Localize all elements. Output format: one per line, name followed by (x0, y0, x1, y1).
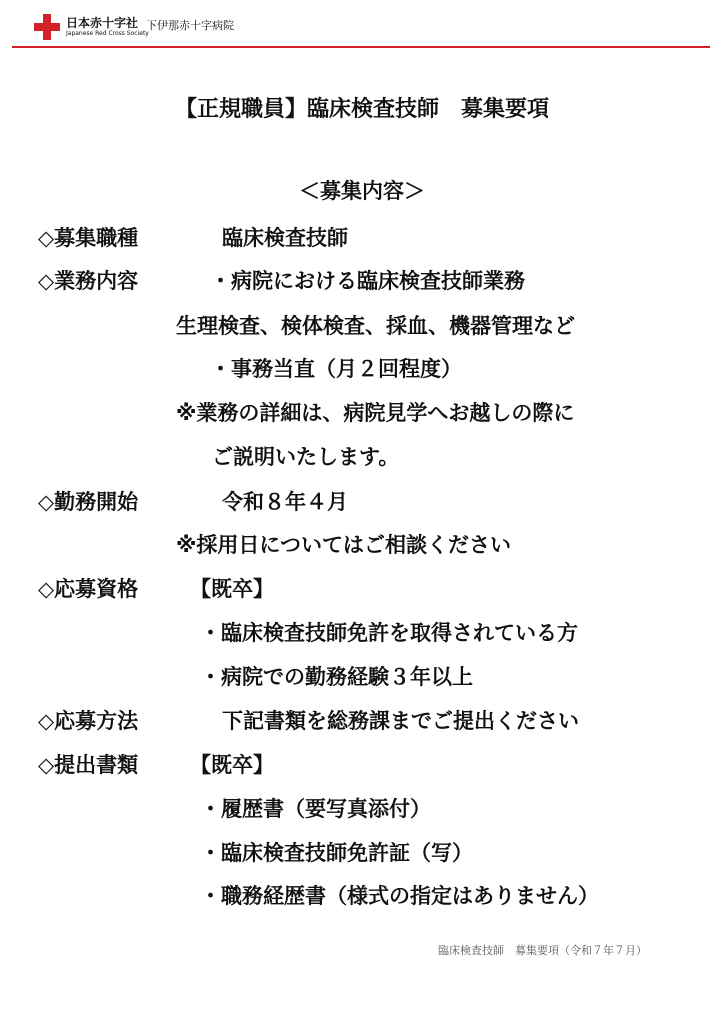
section-subtitle: ＜募集内容＞ (299, 179, 425, 203)
page-title: 【正規職員】臨床検査技師 募集要項 (174, 97, 549, 122)
duties-line-3: ・事務当直（月２回程度） (210, 357, 462, 381)
documents-item-3: ・職務経歴書（様式の指定はありません） (200, 884, 599, 908)
qualification-item-1: ・臨床検査技師免許を取得されている方 (200, 621, 578, 645)
start-value: 令和８年４月 (222, 490, 348, 514)
duties-label: ◇業務内容 (38, 269, 139, 293)
org-name-en: Japanese Red Cross Society (66, 30, 149, 37)
apply-method-value: 下記書類を総務課までご提出ください (222, 709, 579, 733)
duties-note-2: ご説明いたします。 (212, 445, 400, 469)
documents-item-2: ・臨床検査技師免許証（写） (200, 841, 473, 865)
qualification-category: 【既卒】 (190, 577, 274, 601)
header-rule (12, 46, 710, 48)
start-label: ◇勤務開始 (38, 490, 139, 514)
documents-label: ◇提出書類 (38, 753, 139, 777)
duties-line-1: ・病院における臨床検査技師業務 (210, 269, 525, 293)
page-footer: 臨床検査技師 募集要項（令和７年７月） (438, 944, 647, 957)
org-name: 日本赤十字社 (66, 16, 139, 30)
apply-method-label: ◇応募方法 (38, 709, 139, 733)
duties-note-1: ※業務の詳細は、病院見学へお越しの際に (176, 401, 575, 425)
job-type-value: 臨床検査技師 (222, 226, 348, 250)
red-cross-logo-icon (34, 14, 60, 40)
documents-category: 【既卒】 (190, 753, 274, 777)
duties-line-2: 生理検査、検体検査、採血、機器管理など (176, 314, 575, 338)
documents-item-1: ・履歴書（要写真添付） (200, 797, 431, 821)
qualification-item-2: ・病院での勤務経験３年以上 (200, 665, 473, 689)
qualification-label: ◇応募資格 (38, 577, 139, 601)
job-type-label: ◇募集職種 (38, 226, 139, 250)
start-note: ※採用日についてはご相談ください (176, 533, 511, 557)
hospital-name: 下伊那赤十字病院 (146, 19, 234, 32)
